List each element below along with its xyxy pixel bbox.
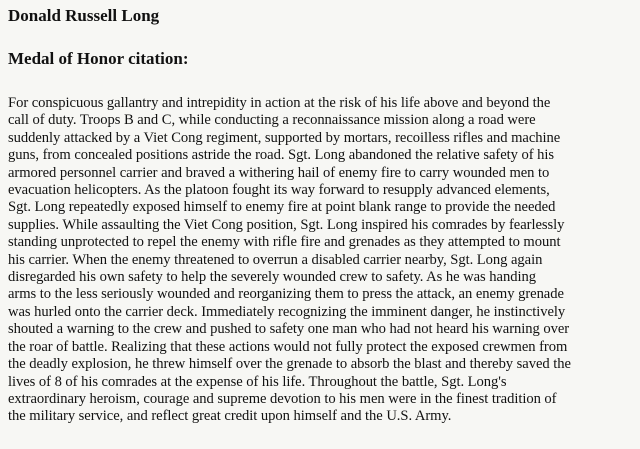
citation-heading: Medal of Honor citation: — [8, 49, 189, 68]
citation-line: standing unprotected to repel the enemy with rifle fire and grenades as they attempted to mount — [8, 234, 561, 251]
citation-line: his carrier. When the enemy threatened to overrun a disabled carrier nearby, Sgt. Long again — [8, 251, 543, 268]
citation-line: call of duty. Troops B and C, while conducting a reconnaissance mission along a road were — [8, 112, 536, 129]
citation-line: the roar of battle. Realizing that these actions would not fully protect the exposed crewmen from — [8, 338, 568, 355]
citation-line: guns, from concealed positions astride the road. Sgt. Long abandoned the relative safety of his — [8, 147, 555, 164]
citation-line: shouted a warning to the crew and pushed to safety one man who had not heard his warning over — [8, 321, 570, 338]
citation-line: arms to the less seriously wounded and reorganizing them to press the attack, an enemy grenade — [8, 286, 564, 303]
citation-line: Sgt. Long repeatedly exposed himself to enemy fire at point blank range to provide the needed — [8, 199, 556, 216]
citation-line: the deadly explosion, he threw himself over the grenade to absorb the blast and thereby saved the — [8, 356, 571, 373]
citation-line: armored personnel carrier and braved a withering hail of enemy fire to carry wounded men to — [8, 164, 550, 181]
recipient-name: Donald Russell Long — [8, 6, 160, 25]
citation-line: suddenly attacked by a Viet Cong regiment, supported by mortars, recoilless rifles and machine — [8, 129, 561, 146]
citation-line: evacuation helicopters. As the platoon fought its way forward to resupply advanced elements, — [8, 182, 550, 199]
citation-line: was hurled onto the carrier deck. Immediately recognizing the imminent danger, he instinctively — [8, 303, 566, 320]
citation-line: disregarded his own safety to help the severely wounded crew to safety. As he was handing — [8, 269, 536, 286]
citation-line: lives of 8 of his comrades at the expense of his life. Throughout the battle, Sgt. Long's — [8, 373, 507, 390]
citation-body — [8, 95, 634, 426]
citation-line: the military service, and reflect great credit upon himself and the U.S. Army. — [8, 408, 452, 425]
citation-line: For conspicuous gallantry and intrepidity in action at the risk of his life above and beyond the — [8, 95, 551, 111]
citation-line: extraordinary heroism, courage and supreme devotion to his men were in the finest tradition of — [8, 390, 557, 407]
citation-line: supplies. While assaulting the Viet Cong position, Sgt. Long inspired his comrades by fearlessly — [8, 216, 565, 233]
